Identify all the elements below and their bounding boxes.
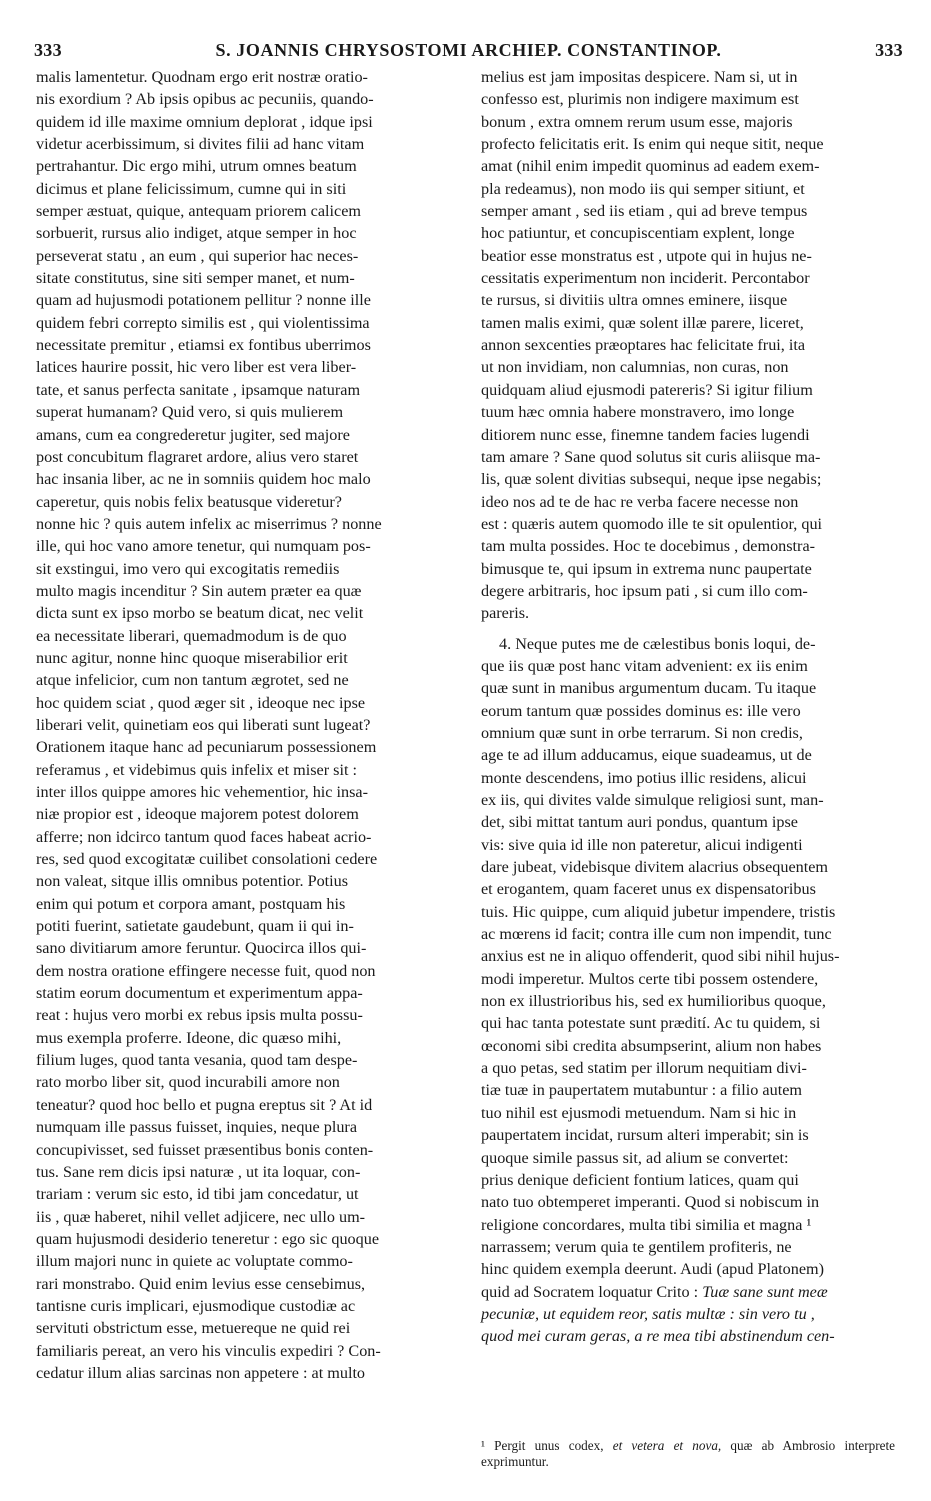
text-line: rato morbo liber sit, quod incurabili amore non (36, 1073, 340, 1092)
text-line: tuum hæc omnia habere monstravero, imo longe (481, 403, 795, 422)
footnote-text-b: quæ ab Ambrosio interprete exprimuntur. (481, 1438, 895, 1469)
text-line: anxius est ne in aliquo offenderit, quod sibi nihil hujus- (481, 947, 840, 966)
text-line: te rursus, si divitiis ultra omnes eminere, iisque (481, 291, 788, 310)
text-line: necessitate premitur , etiamsi ex fontibus uberrimos (36, 336, 371, 355)
text-line: bimusque te, qui ipsum in extrema nunc paupertate (481, 559, 812, 578)
text-line: tiæ tuæ in paupertatem mutabuntur : a filio autem (481, 1081, 802, 1100)
right-text-column (481, 66, 895, 1348)
text-line: enim qui potum et corpora amant, postquam his (36, 894, 346, 913)
footnote (481, 1438, 895, 1470)
text-line: ille, qui hoc vano amore tenetur, qui numquam pos- (36, 537, 371, 556)
text-line: hac insania liber, ac ne in somniis quidem hoc malo (36, 470, 371, 489)
text-line: annon sexcenties præoptares hac felicitate frui, ita (481, 336, 806, 355)
text-line: vis: sive quia id ille non pateretur, alicui indigenti (481, 835, 803, 854)
text-line: pareris. (481, 604, 530, 623)
text-line: ac mœrens id facit; contra ille cum non impendit, tunc (481, 925, 832, 944)
page-number-left: 333 (34, 40, 62, 60)
text-line: non ex illustrioribus his, sed ex humilioribus quoque, (481, 992, 826, 1011)
text-line: age te ad illum adducamus, eique suadeamus, ut de (481, 746, 812, 765)
text-line: a quo petas, sed statim per illorum nequitiam divi- (481, 1059, 807, 1078)
text-line: bonum , extra omnem rerum usum esse, majoris (481, 112, 793, 131)
text-line: pertrahantur. Dic ergo mihi, utrum omnes beatum (36, 157, 357, 176)
text-line: quam ad hujusmodi potationem pellitur ? nonne ille (36, 291, 371, 310)
text-line: quod mei curam geras, a re mea tibi abstinendum cen- (481, 1327, 835, 1346)
text-line: inter illos quippe amores hic vehementior, hic insa- (36, 783, 369, 801)
text-line: pla redeamus), non modo iis qui semper sitiunt, et (481, 179, 805, 198)
running-title: S. JOANNIS CHRYSOSTOMI ARCHIEP. CONSTANTINOP. (215, 40, 722, 60)
text-line: dicimus et plane felicissimum, cumne qui in siti (36, 179, 347, 198)
text-line: trariam : verum sic esto, id tibi jam concedatur, ut (36, 1185, 359, 1204)
text-line: profecto felicitatis erit. Is enim qui neque sitit, neque (481, 135, 824, 154)
text-line: sano divitiarum amore feruntur. Quocirca illos qui- (36, 939, 367, 958)
page-number-right: 333 (875, 40, 903, 60)
text-line: filium luges, quod tanta vesania, quod tam despe- (36, 1051, 358, 1070)
text-line: dem nostra oratione effingere necesse fuit, quod non (36, 961, 376, 980)
text-line: et erogantem, quam faceret unus ex dispensatoribus (481, 880, 816, 899)
text-line: familiaris pereat, an vero his vinculis expediri ? Con- (36, 1341, 381, 1360)
text-line: eorum tantum quæ possides dominus es: ille vero (481, 701, 801, 720)
text-line: atque infelicior, cum non tantum ægrotet, sed ne (36, 671, 349, 690)
text-line: res, sed quod excogitatæ cuilibet consolationi cedere (36, 850, 378, 869)
text-line: tantisne curis implicari, ejusmodique custodiæ ac (36, 1296, 356, 1315)
text-line: ideo nos ad te de hac re verba facere necesse non (481, 492, 799, 511)
text-line: statim eorum documentum et experimentum appa- (36, 984, 363, 1003)
text-line: est : quæris autem quomodo ille te sit opulentior, qui (481, 514, 823, 533)
text-line: quid ad Socratem loquatur Crito : Tuæ sane sunt meæ (481, 1282, 828, 1301)
text-line: melius est jam impositas despicere. Nam si, ut in (481, 68, 798, 86)
text-line: ea necessitate liberari, quemadmodum is de quo (36, 626, 347, 645)
text-line: qui hac tanta potestate sunt prædití. Ac tu quidem, si (481, 1014, 821, 1033)
text-line: superat humanam? Quid vero, si quis mulierem (36, 403, 344, 422)
text-line: tamen malis eximi, quæ solent illæ parere, liceret, (481, 313, 804, 332)
text-line: prius denique deficient fontium latices, quam qui (481, 1170, 799, 1189)
text-line: teneatur? quod hoc bello et pugna ereptus sit ? At id (36, 1095, 373, 1114)
left-text-column (36, 66, 456, 1384)
text-line: amans, cum ea congrederetur jugiter, sed majore (36, 425, 350, 444)
text-line: referamus , et videbimus quis infelix et miser sit : (36, 760, 357, 779)
text-line: concupivisset, sed fuisset præsentibus bonis conten- (36, 1140, 374, 1159)
text-line: semper amant , sed iis etiam , qui ad breve tempus (481, 202, 808, 221)
text-line: pecuniæ, ut equidem reor, satis multæ : sin vero tu , (481, 1304, 815, 1323)
text-line: cessitatis experimentum non inciderit. Percontabor (481, 269, 810, 288)
quote-italic: Tuæ sane sunt meæ (702, 1282, 828, 1301)
text-line: perseverat statu , an eum , qui superior hac neces- (36, 246, 359, 265)
text-line: nato tuo obtemperet imperanti. Quod si nobiscum in (481, 1193, 820, 1212)
text-line: quidquam aliud ejusmodi patereris? Si igitur filium (481, 380, 813, 399)
text-line: dicta sunt ex ipso morbo se beatum dicat, nec velit (36, 604, 364, 623)
text-line: modi imperetur. Multos certe tibi possem ostendere, (481, 969, 819, 988)
text-line: confesso est, plurimis non indigere maximum est (481, 90, 799, 109)
text-line: quæ sunt in manibus argumentum ducam. Tu itaque (481, 679, 817, 698)
text-line: tuo nihil est ejusmodi metuendum. Nam si hic in (481, 1103, 797, 1122)
text-line: mus exempla proferre. Ideone, dic quæso mihi, (36, 1028, 342, 1047)
text-line: malis lamentetur. Quodnam ergo erit nostræ oratio- (36, 68, 368, 86)
text-line: tuis. Hic quippe, cum aliquid jubetur impendere, tristis (481, 902, 836, 921)
text-line: tate, et sanus perfecta sanitate , ipsamque naturam (36, 380, 361, 399)
text-line: monte descendens, imo potius illic residens, alicui (481, 768, 807, 787)
text-line: quidem id ille maxime omnium deplorat , idque ipsi (36, 112, 373, 131)
text-line: reat : hujus vero morbi ex rebus ipsis multa possu- (36, 1006, 363, 1025)
text-line: nis exordium ? Ab ipsis opibus ac pecuniis, quando- (36, 90, 374, 109)
text-line: narrassem; verum quia te gentilem profiteris, ne (481, 1237, 792, 1256)
text-line: dare jubeat, videbisque divitem alacrius obsequentem (481, 858, 829, 877)
text-line: œconomi sibi credita absumpserint, alium non habes (481, 1036, 822, 1055)
text-line: nonne hic ? quis autem infelix ac miserrimus ? nonne (36, 514, 382, 533)
text-line: sit exstingui, imo vero qui excogitatis remediis (36, 559, 340, 578)
text-line: tam multa possides. Hoc te docebimus , demonstra- (481, 537, 816, 556)
text-line: sitate constitutus, sine siti semper manet, et num- (36, 269, 355, 288)
text-line: lis, quæ solent divitias subsequi, neque ipse negabis; (481, 470, 822, 489)
text-line: rari monstrabo. Quid enim levius esse censebimus, (36, 1274, 366, 1293)
text-line: degere arbitraris, hoc ipsum pati , si cum illo com- (481, 581, 808, 600)
text-line: det, sibi mittat tantum auri pondus, quantum ipse (481, 813, 798, 832)
text-line: hoc quidem sciat , quod æger sit , ideoque nec ipse (36, 693, 366, 712)
text-line: nunc agitur, nonne hinc quoque miserabilior erit (36, 648, 348, 667)
text-line: quidem febri correpto similis est , qui violentissima (36, 313, 370, 332)
text-line: sorbuerit, rursus alio indiget, atque semper in hoc (36, 224, 357, 243)
text-line: quam hujusmodi desiderio teneretur : ego sic quoque (36, 1229, 380, 1248)
text-line: numquam ille passus fuisset, inquies, neque plura (36, 1118, 357, 1137)
text-line: tus. Sane rem dicis ipsi naturæ , ut ita loquar, con- (36, 1162, 361, 1181)
text-line: afferre; non idcirco tantum quod faces habeat acrio- (36, 827, 372, 846)
text-line: caperetur, quis nobis felix beatusque videretur? (36, 492, 342, 511)
running-header (34, 40, 903, 66)
text-line: religione concordares, multa tibi similia et magna ¹ (481, 1215, 812, 1234)
text-line: post concubitum flagraret ardore, alius vero staret (36, 447, 359, 466)
text-line: paupertatem incidat, rursum alteri imperabit; sin is (481, 1126, 809, 1145)
text-line: tam amare ? Sane quod solutus sit curis aliisque ma- (481, 447, 821, 466)
text-line: non valeat, sitque illis omnibus potentior. Potius (36, 872, 349, 891)
footnote-text-a: Pergit unus codex, (484, 1438, 613, 1453)
text-line: Orationem itaque hanc ad pecuniarum possessionem (36, 738, 377, 757)
text-line: liberari velit, quinetiam eos qui liberati sunt lugeat? (36, 715, 371, 734)
text-line: ex iis, qui divites valde simulque religiosi sunt, man- (481, 791, 824, 809)
text-line: iis , quæ haberet, nihil vellet adjicere, nec ullo um- (36, 1207, 366, 1226)
text-line: ut non invidiam, non calumnias, non curas, non (481, 358, 789, 377)
text-line: servituti obstrictum esse, metuereque ne quid rei (36, 1319, 351, 1338)
text-line: illum majori nunc in quiete ac voluptate commo- (36, 1252, 353, 1271)
text-line: videtur acerbissimum, si divites filii ad hanc vitam (36, 135, 365, 154)
text-line: hoc patiuntur, et concupiscentiam explent, longe (481, 224, 795, 243)
text-line: niæ propior est , ideoque majorem potest dolorem (36, 805, 359, 824)
text-line: ditiorem nunc esse, finemne tandem facies lugendi (481, 425, 810, 444)
text-line: hinc quidem exempla deerunt. Audi (apud Platonem) (481, 1260, 824, 1279)
text-line: que iis quæ post hanc vitam advenient: ex iis enim (481, 656, 808, 675)
text-line: beatior esse monstratus est , utpote qui in hujus ne- (481, 246, 812, 265)
text-line: cedatur illum alias sarcinas non appetere : at multo (36, 1363, 366, 1382)
text-line: amat (nihil enim impedit quominus ad eadem exem- (481, 157, 820, 176)
text-line: omnium quæ sunt in orbe terrarum. Si non credis, (481, 723, 803, 742)
text-line: semper æstuat, quique, antequam priorem calicem (36, 202, 361, 221)
text-line: quoque simile passus sit, ad alium se convertet: (481, 1148, 789, 1167)
text-line: latices haurire possit, hic vero liber est vera liber- (36, 358, 357, 377)
text-line: potiti fuerint, satietate gaudebunt, quam ii qui in- (36, 917, 354, 936)
footnote-text-italic: et vetera et nova, (612, 1438, 722, 1453)
text-line: multo magis incenditur ? Sin autem præter ea quæ (36, 581, 362, 600)
text-line: 4. Neque putes me de cælestibus bonis loqui, de- (499, 634, 816, 653)
footnote-marker: ¹ (481, 1438, 485, 1453)
